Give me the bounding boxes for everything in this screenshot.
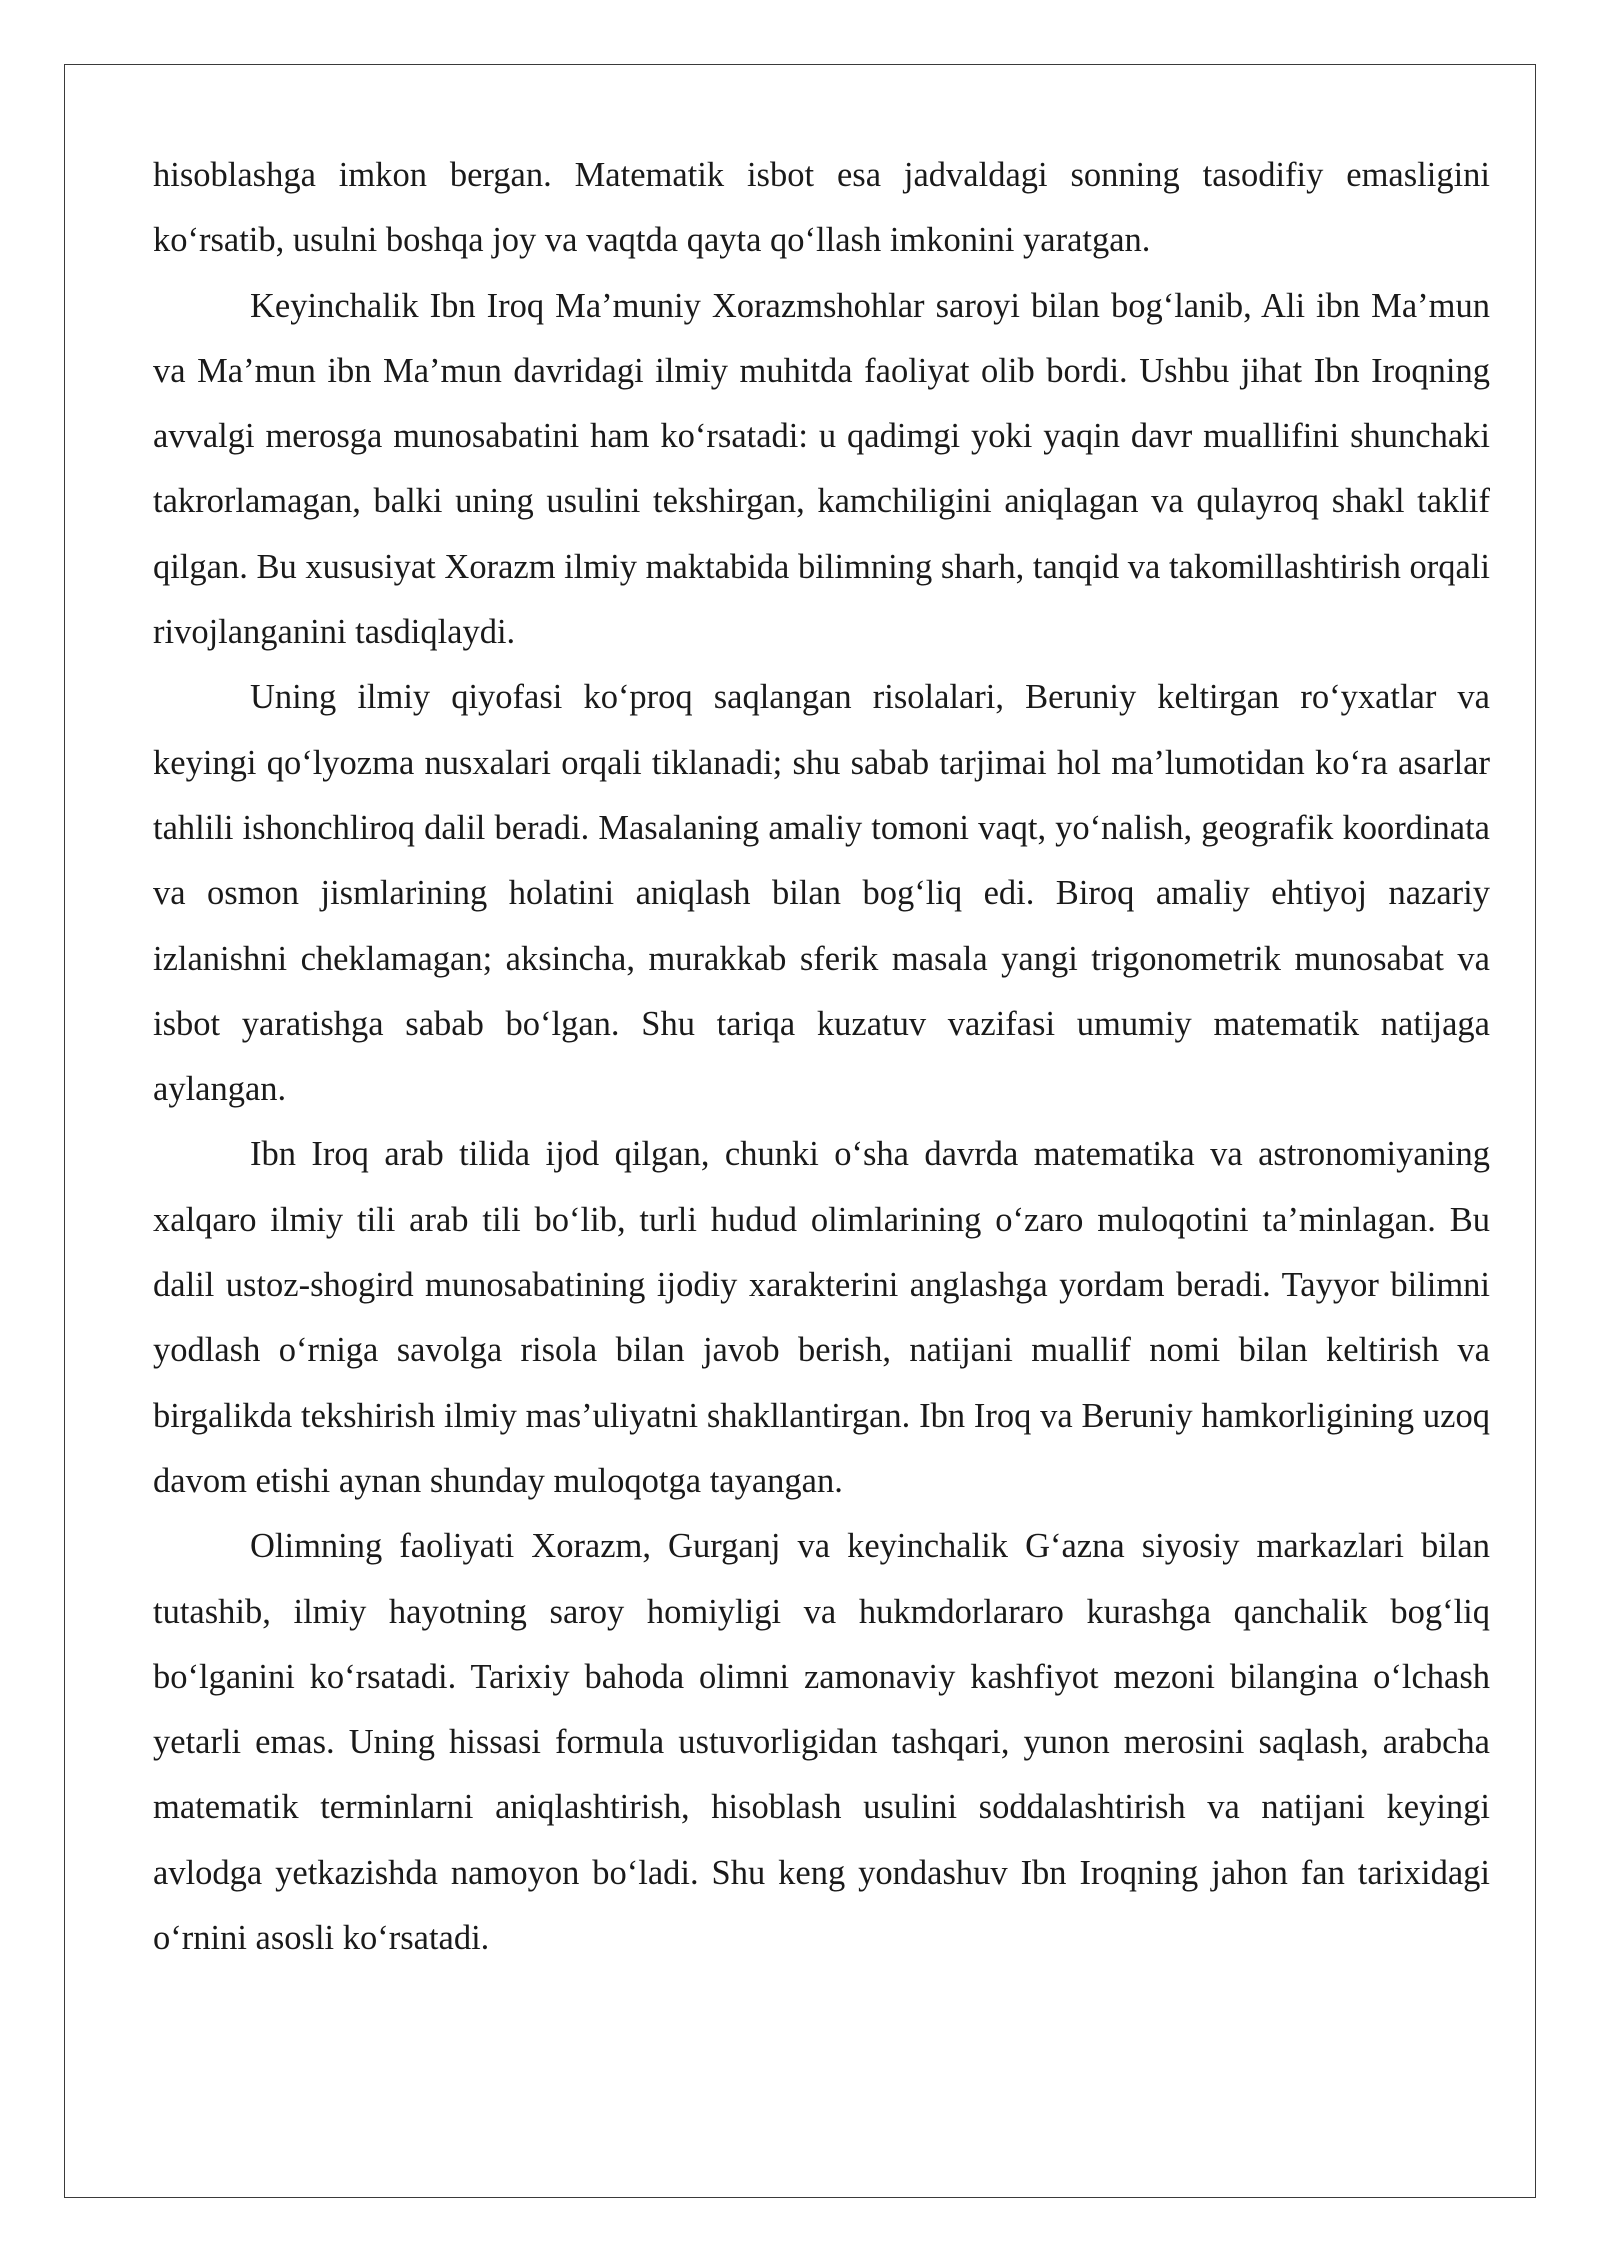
- paragraph: Ibn Iroq arab tilida ijod qilgan, chunki o‘sha davrda matematika va astronomiyaning xalqaro ilmiy tili arab tili bo‘lib, turli hudud olimlarining o‘zaro muloqotini ta’minlagan. Bu dalil ustoz-shogird munosabatining ijodiy xarakterini anglashga yordam beradi. Tayyor bilimni yodlash o‘rniga savolga risola bilan javob berish, natijani muallif nomi bilan keltirish va birgalikda tekshirish ilmiy mas’uliyatni shakllantirgan. Ibn Iroq va Beruniy hamkorligining uzoq davom etishi aynan shunday muloqotga tayangan.: [153, 1135, 1490, 1500]
- paragraph-continuation: hisoblashga imkon bergan. Matematik isbot esa jadvaldagi sonning tasodifiy emasligini ko‘rsatib, usulni boshqa joy va vaqtda qayta qo‘llash imkonini yaratgan.: [153, 156, 1490, 260]
- paragraph: Keyinchalik Ibn Iroq Ma’muniy Xorazmshohlar saroyi bilan bog‘lanib, Ali ibn Ma’mun va Ma’mun ibn Ma’mun davridagi ilmiy muhitda faoliyat olib bordi. Ushbu jihat Ibn Iroqning avvalgi merosga munosabatini ham ko‘rsatadi: u qadimgi yoki yaqin davr muallifini shunchaki takrorlamagan, balki uning usulini tekshirgan, kamchiligini aniqlagan va qulayroq shakl taklif qilgan. Bu xususiyat Xorazm ilmiy maktabida bilimning sharh, tanqid va takomillashtirish orqali rivojlanganini tasdiqlaydi.: [153, 286, 1490, 652]
- paragraph: Uning ilmiy qiyofasi ko‘proq saqlangan risolalari, Beruniy keltirgan ro‘yxatlar va keyingi qo‘lyozma nusxalari orqali tiklanadi; shu sabab tarjimai hol ma’lumotidan ko‘ra asarlar tahlili ishonchliroq dalil beradi. Masalaning amaliy tomoni vaqt, yo‘nalish, geografik koordinata va osmon jismlarining holatini aniqlash bilan bog‘liq edi. Biroq amaliy ehtiyoj nazariy izlanishni cheklamagan; aksincha, murakkab sferik masala yangi trigonometrik munosabat va isbot yaratishga sabab bo‘lgan. Shu tariqa kuzatuv vazifasi umumiy matematik natijaga aylangan.: [153, 678, 1490, 1109]
- paragraph: Olimning faoliyati Xorazm, Gurganj va keyinchalik G‘azna siyosiy markazlari bilan tutashib, ilmiy hayotning saroy homiyligi va hukmdorlararo kurashga qanchalik bog‘liq bo‘lganini ko‘rsatadi. Tarixiy bahoda olimni zamonaviy kashfiyot mezoni bilangina o‘lchash yetarli emas. Uning hissasi formula ustuvorligidan tashqari, yunon merosini saqlash, arabcha matematik terminlarni aniqlashtirish, hisoblash usulini soddalashtirish va natijani keyingi avlodga yetkazishda namoyon bo‘ladi. Shu keng yondashuv Ibn Iroqning jahon fan tarixidagi o‘rnini asosli ko‘rsatadi.: [153, 1527, 1490, 1958]
- document-body: [153, 143, 1490, 1971]
